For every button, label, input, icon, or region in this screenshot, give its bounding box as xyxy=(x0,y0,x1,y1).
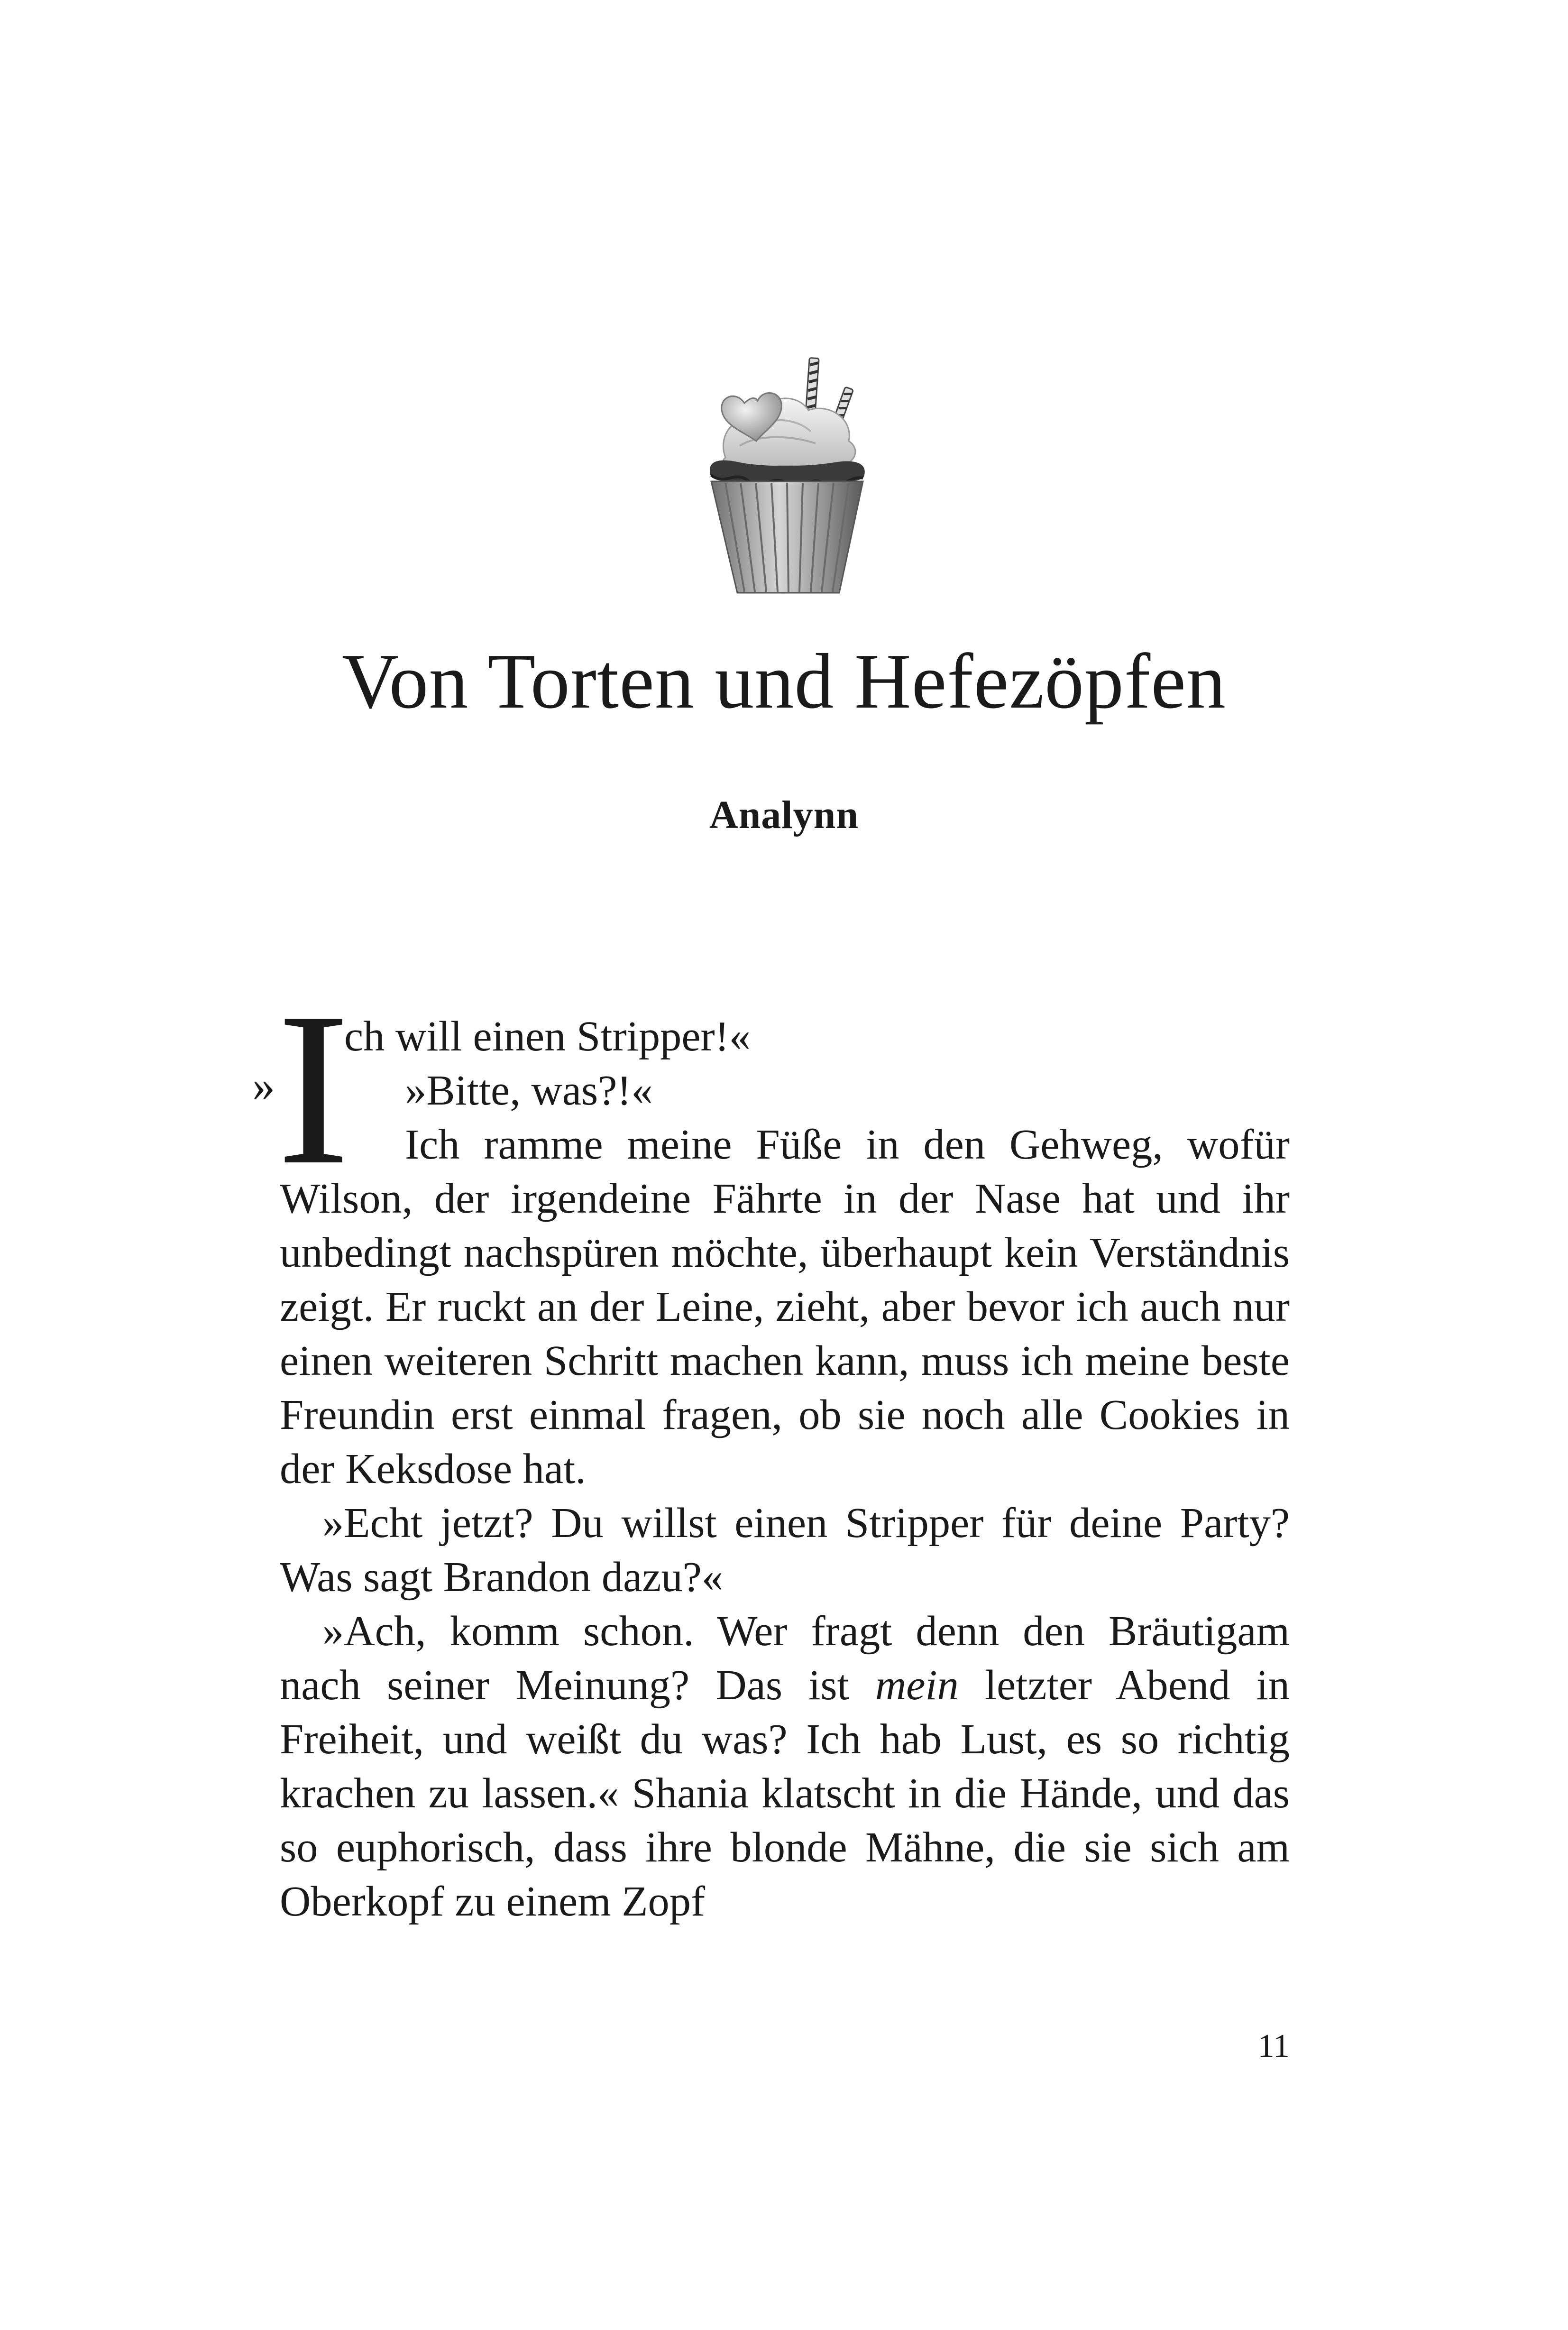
paragraph-text: ch will einen Stripper!« xyxy=(344,1012,751,1060)
drop-cap: I xyxy=(277,967,350,1210)
paragraph-text: Ich ramme meine Füße in den Gehweg, wofür Wilson, der irgendeine Fährte in der Nase hat und ihr unbedingt nachspüren möchte, überhaupt kein Verständnis zeigt. Er ruckt an der Leine, zieht, aber bevor ich auch nur einen weiteren Schritt machen kann, muss ich meine beste Freundin erst einmal fragen, ob sie noch alle Cookies in der Keksdose hat. xyxy=(280,1120,1290,1492)
paragraph-text: »Echt jetzt? Du willst einen Stripper für deine Party? Was sagt Brandon dazu?« xyxy=(280,1499,1290,1601)
emphasis: mein xyxy=(875,1661,959,1709)
paragraph-text: »Ach, komm schon. Wer fragt denn den Bräutigam nach seiner Meinung? Das ist xyxy=(280,1607,1290,1709)
body-text xyxy=(277,967,1290,1928)
paragraph xyxy=(280,1063,1290,1117)
chapter-title: Von Torten und Hefezöpfen xyxy=(341,637,1227,725)
paragraph xyxy=(280,1117,1290,1496)
cupcake-icon xyxy=(697,351,877,598)
page-number: 11 xyxy=(1257,2028,1290,2064)
opening-quote-mark: » xyxy=(252,1060,275,1111)
paragraph-text: letzter Abend in Freiheit, und weißt du was? Ich hab Lust, es so richtig krachen zu lassen.« Shania klatscht in die Hände, und das so euphorisch, dass ihre blonde Mähne, die sie sich am Oberkopf zu einem Zopf xyxy=(280,1661,1290,1925)
paragraph-text: »Bitte, was?!« xyxy=(405,1066,653,1114)
paragraph xyxy=(280,1496,1290,1604)
paragraph xyxy=(280,1604,1290,1928)
chapter-author: Analynn xyxy=(709,793,859,837)
